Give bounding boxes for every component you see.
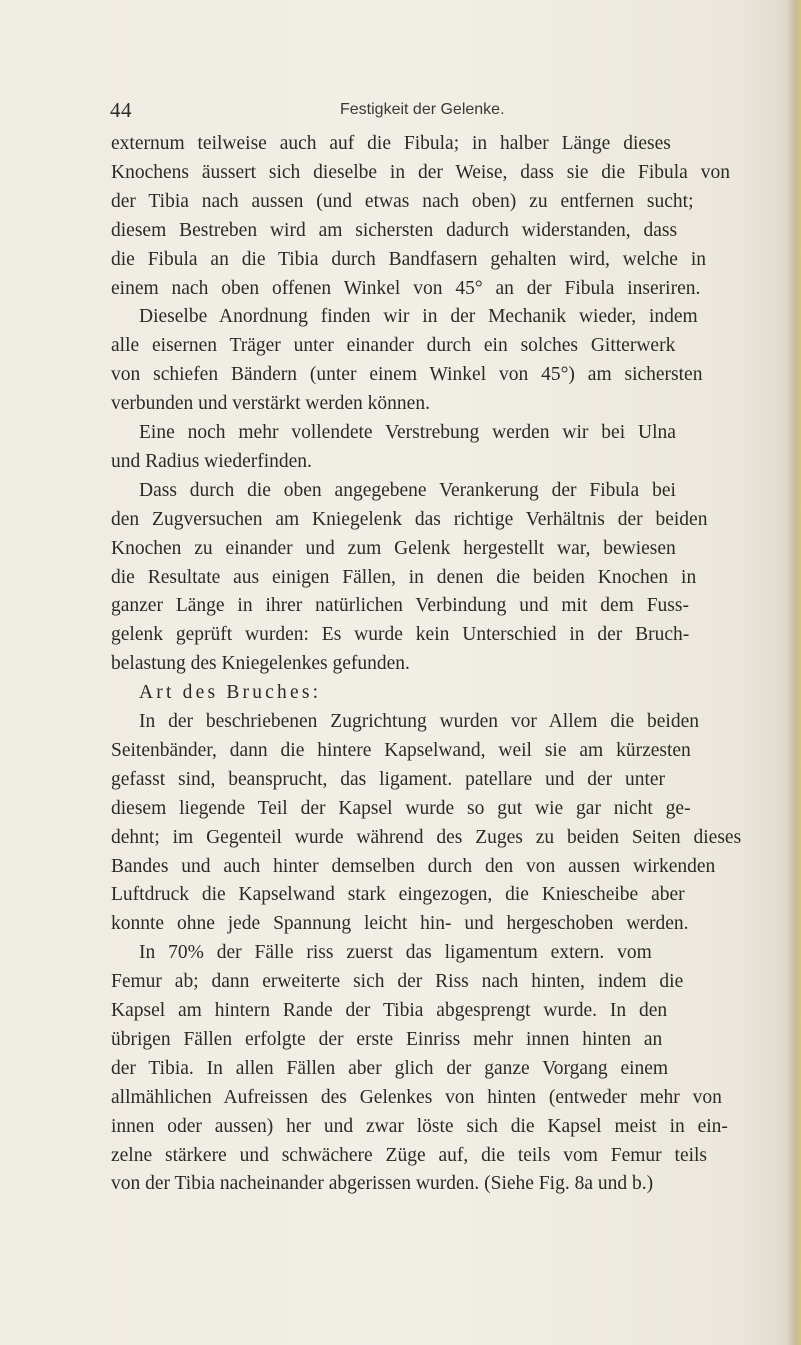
text-line: ganzer Länge in ihrer natürlichen Verbindung und mit dem Fuss- [111, 595, 689, 616]
text-line: gefasst sind, beansprucht, das ligament. patellare und der unter [111, 769, 666, 790]
text-line: dehnt; im Gegenteil wurde während des Zuges zu beiden Seiten dieses [111, 827, 742, 848]
page-edge-shadow [787, 0, 801, 1345]
text-line: von schiefen Bändern (unter einem Winkel von 45°) am sichersten [111, 364, 703, 385]
text-line: innen oder aussen) her und zwar löste sich die Kapsel meist in ein- [111, 1116, 728, 1137]
text-line: In 70% der Fälle riss zuerst das ligamentum extern. vom [139, 942, 652, 963]
text-line: den Zugversuchen am Kniegelenk das richtige Verhältnis der beiden [111, 509, 708, 530]
text-line: die Fibula an die Tibia durch Bandfasern gehalten wird, welche in [111, 249, 706, 270]
text-line: der Tibia nach aussen (und etwas nach oben) zu entfernen sucht; [111, 191, 694, 212]
text-line: und Radius wiederfinden. [111, 451, 312, 472]
text-line: Luftdruck die Kapselwand stark eingezogen, die Kniescheibe aber [111, 884, 685, 905]
running-head [0, 98, 801, 122]
running-title: Festigkeit der Gelenke. [340, 101, 505, 118]
text-line: externum teilweise auch auf die Fibula; in halber Länge dieses [111, 133, 671, 154]
text-line: Knochen zu einander und zum Gelenk hergestellt war, bewiesen [111, 538, 676, 559]
text-line: übrigen Fällen erfolgte der erste Einriss mehr innen hinten an [111, 1029, 663, 1050]
text-line: Dass durch die oben angegebene Verankerung der Fibula bei [139, 480, 676, 501]
text-line: von der Tibia nacheinander abgerissen wurden. (Siehe Fig. 8a und b.) [111, 1173, 654, 1194]
text-line: diesem liegende Teil der Kapsel wurde so gut wie gar nicht ge- [111, 798, 691, 819]
text-line: die Resultate aus einigen Fällen, in denen die beiden Knochen in [111, 567, 697, 588]
text-line: Kapsel am hintern Rande der Tibia abgesprengt wurde. In den [111, 1000, 668, 1021]
text-line: zelne stärkere und schwächere Züge auf, die teils vom Femur teils [111, 1145, 708, 1166]
text-line: Art des Bruches: [139, 682, 322, 703]
text-line: Seitenbänder, dann die hintere Kapselwand, weil sie am kürzesten [111, 740, 691, 761]
text-line: diesem Bestreben wird am sichersten dadurch widerstanden, dass [111, 220, 678, 241]
text-line: gelenk geprüft wurden: Es wurde kein Unterschied in der Bruch- [111, 624, 690, 645]
text-line: allmählichen Aufreissen des Gelenkes von hinten (entweder mehr von [111, 1087, 722, 1108]
text-line: alle eisernen Träger unter einander durch ein solches Gitterwerk [111, 335, 676, 356]
text-line: konnte ohne jede Spannung leicht hin- und hergeschoben werden. [111, 913, 689, 934]
text-line: einem nach oben offenen Winkel von 45° an der Fibula inseriren. [111, 278, 701, 299]
text-line: Femur ab; dann erweiterte sich der Riss nach hinten, indem die [111, 971, 684, 992]
text-line: Bandes und auch hinter demselben durch den von aussen wirkenden [111, 856, 716, 877]
text-line: Eine noch mehr vollendete Verstrebung werden wir bei Ulna [139, 422, 676, 443]
text-line: der Tibia. In allen Fällen aber glich der ganze Vorgang einem [111, 1058, 669, 1079]
text-line: verbunden und verstärkt werden können. [111, 393, 430, 414]
text-line: Dieselbe Anordnung finden wir in der Mechanik wieder, indem [139, 306, 698, 327]
text-line: belastung des Kniegelenkes gefunden. [111, 653, 410, 674]
page-number: 44 [110, 98, 132, 122]
text-line: In der beschriebenen Zugrichtung wurden vor Allem die beiden [139, 711, 700, 732]
text-line: Knochens äussert sich dieselbe in der Weise, dass sie die Fibula von [111, 162, 730, 183]
